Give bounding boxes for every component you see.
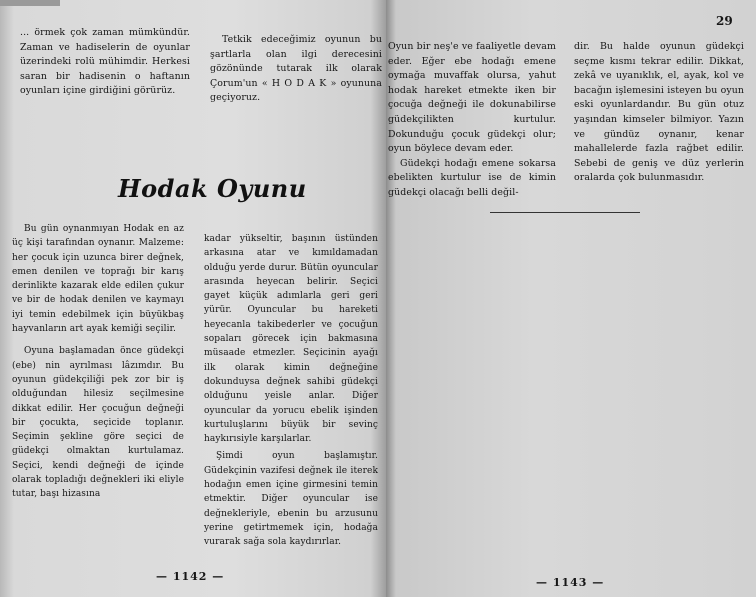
right-col1-para-1: Oyun bir neş'e ve faaliyetle devam eder. Eğer ebe hodağı emene oymağa muvaffak olursa, yahut hodak hareket etmekte iken bir çocuğa değneği ile dokunabilirse güdekçilikten kurtulur. Dokunduğu çocuk güdekçi olur; oyun böylece devam eder. <box>388 41 556 155</box>
right-col2-text: dir. Bu halde oyunun güdekçi seçme kısmı tekrar edilir. Dikkat, zekâ ve uyanıklık, el, ayak, kol ve bacağın işlemesini isteyen bu oyun eski oyunlardandır. Bu gün otuz yaşından kimseler bilmiyor. Yazın ve gündüz oynanır, kenar mahallelerde fazla rağbet edilir. Sebebi de geniş ve düz yerlerin oralarda çok bulunmasıdır. <box>574 41 744 184</box>
right-col1-para-2: Güdekçi hodağı emene sokarsa ebelikten kurtulur ise de kimin güdekçi olacağı belli değil- <box>388 157 556 198</box>
article-title: Hodak Oyunu <box>118 174 307 203</box>
left-col1-top <box>20 26 190 99</box>
left-col1-body <box>12 222 184 502</box>
left-page-number: — 1142 — <box>156 570 225 583</box>
right-page <box>386 0 756 597</box>
left-col1-top-text: ... örmek çok zaman mümkündür. Zaman ve hadiselerin de oyunlar üzerindeki rolü mühimdir. Herkesi saran bir hadisenin o haftanın oyunları içine girdiğini görürüz. <box>20 27 190 97</box>
right-col2 <box>574 40 744 186</box>
section-divider <box>490 212 640 213</box>
left-col2-para-2: Şimdi oyun başlamıştır. Güdekçinin vazifesi değnek ile iterek hodağın emen içine girmesini temin etmektir. Diğer oyuncular ise değnekleriyle, ebenin bu arzusunu yerine getirtmemek için, hodağa vurarak sağa sola kaydırırlar. <box>204 451 378 548</box>
torn-corner <box>0 0 60 6</box>
left-col1-para-2: Oyuna başlamadan önce güdekçi (ebe) nin ayrılması lâzımdır. Bu oyunun güdekçiliği pek zor bir iş olduğundan hilesiz seçilmesine dikkat edilir. Her çocuğun değneği bir çocukta, seçicide toplanır. Seçimin şekline göre seçici de güdekçi olmaktan kurtulamaz. Seçici, kendi değneği de içinde olarak topladığı değnekleri iki eliyle tutar, başı hizasına <box>12 346 184 500</box>
corner-page-number: 29 <box>716 14 733 28</box>
left-col2-top-text: Tetkik edeceğimiz oyunun bu şartlarla olan ilgi derecesini gözönünde tutarak ilk olarak Çorum'un « H O D A K » oyununa geçiyoruz. <box>210 34 382 104</box>
left-col2-body <box>204 232 378 550</box>
left-col2-top <box>210 33 382 106</box>
right-page-number: — 1143 — <box>536 576 605 589</box>
left-col2-para-1: kadar yükseltir, başının üstünden arkasına atar ve kımıldamadan olduğu yerde durur. Bütün oyuncular arasında heyecan belirir. Seçici gayet küçük adımlarla geri geri yürür. Oyuncular bu hareketi heyecanla takibederler ve çocuğun sopaları görecek için bakmasına müsaade etmezler. Seçicinin ayağı ilk olarak kimin değneğine dokunduysa değnek sahibi güdekçi olduğunu yeisle anlar. Diğer oyuncular da yorucu ebelik işinden kurtuluşlarını büyük bir sevinç haykırısiyle karşılarlar. <box>204 234 378 445</box>
left-col1-para-1: Bu gün oynanmıyan Hodak en az üç kişi tarafından oynanır. Malzeme: her çocuk için uzunca birer değnek, emen denilen ve toprağı bir karış derinlikte kazarak elde edilen çukur ve bir de hodak denilen ve kaymayı iyi temin edebilmek için büyükbaş hayvanların art ayak kemiği seçilir. <box>12 224 184 335</box>
right-col1 <box>388 40 556 201</box>
